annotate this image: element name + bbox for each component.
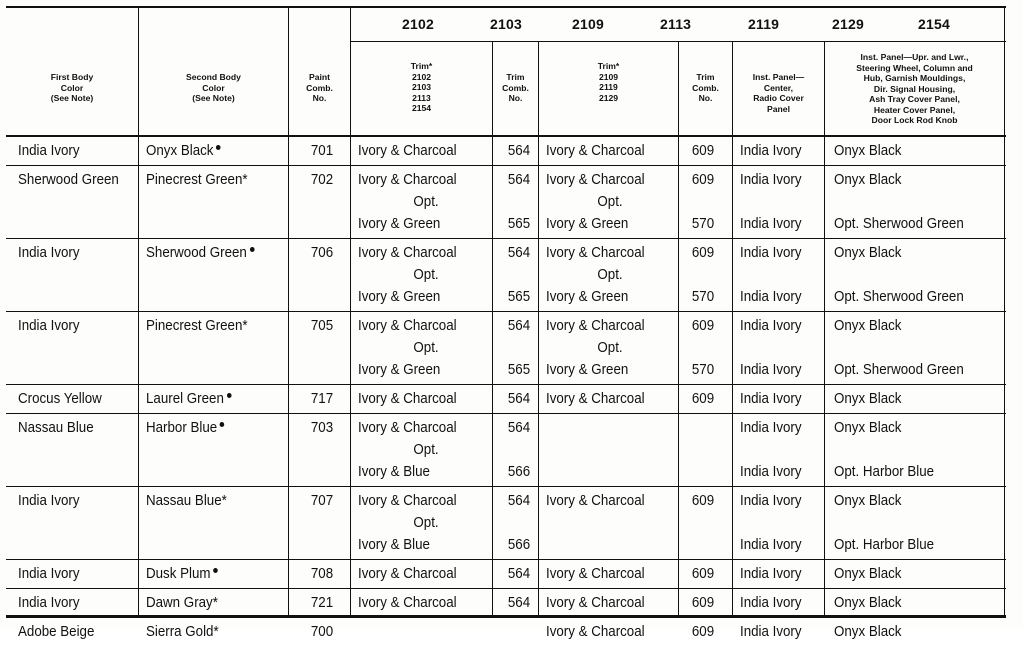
table-row [6, 239, 1006, 311]
trim-comb-b: 609 [691, 172, 715, 188]
trim-b: Ivory & Charcoal [546, 595, 645, 611]
inst-panel-upper: Onyx Black [834, 624, 902, 640]
header-trim-b: Trim* 2109 2119 2129 [597, 61, 620, 103]
first-body-color: India Ivory [18, 595, 80, 611]
header-inst-panel-center: Inst. Panel— Center, Radio Cover Panel [752, 72, 805, 114]
trim-comb-b: 609 [691, 493, 715, 509]
paint-comb-no: 708 [310, 566, 334, 582]
trim-comb-a: 564 [507, 420, 531, 436]
inst-panel-upper: Opt. Harbor Blue [834, 464, 935, 480]
trim-a: Ivory & Charcoal [358, 318, 457, 334]
series-label: 2154 [918, 16, 950, 32]
first-body-color: Nassau Blue [18, 420, 94, 436]
table-row [6, 487, 1006, 559]
inst-panel-upper: Onyx Black [834, 391, 902, 407]
inst-panel-center: India Ivory [740, 420, 802, 436]
inst-panel-center: India Ivory [740, 566, 802, 582]
trim-comb-a: 565 [507, 216, 531, 232]
bullet-dot-icon [216, 145, 221, 150]
table-row [6, 385, 1006, 413]
second-body-color: Dawn Gray* [146, 595, 218, 611]
optional-note: Opt. [597, 340, 623, 356]
optional-note: Opt. [413, 194, 439, 210]
paint-comb-no: 705 [310, 318, 334, 334]
trim-comb-b: 609 [691, 245, 715, 261]
table-row [6, 312, 1006, 384]
series-label: 2113 [660, 16, 692, 32]
trim-b: Ivory & Green [546, 289, 629, 305]
trim-comb-a: 564 [507, 566, 531, 582]
header-paint-comb: Paint Comb. No. [306, 72, 333, 103]
trim-comb-b: 570 [691, 362, 715, 378]
trim-b: Ivory & Charcoal [546, 318, 645, 334]
first-body-color: India Ivory [18, 493, 80, 509]
inst-panel-center: India Ivory [740, 318, 802, 334]
trim-b: Ivory & Charcoal [546, 566, 645, 582]
inst-panel-center: India Ivory [740, 143, 802, 159]
first-body-color: Adobe Beige [18, 624, 95, 640]
inst-panel-upper: Opt. Sherwood Green [834, 289, 964, 305]
trim-b: Ivory & Charcoal [546, 172, 645, 188]
table-top-rule [6, 6, 1006, 8]
inst-panel-center: India Ivory [740, 172, 802, 188]
trim-comb-a: 564 [507, 245, 531, 261]
inst-panel-center: India Ivory [740, 216, 802, 232]
paint-comb-no: 717 [310, 391, 334, 407]
trim-a: Ivory & Blue [358, 464, 430, 480]
paint-comb-no: 700 [310, 624, 334, 640]
table-row [6, 137, 1006, 165]
series-label: 2103 [490, 16, 522, 32]
series-label: 2109 [572, 16, 604, 32]
trim-a: Ivory & Charcoal [358, 172, 457, 188]
table-row [6, 166, 1006, 238]
trim-comb-a: 566 [507, 464, 531, 480]
trim-b: Ivory & Green [546, 216, 629, 232]
inst-panel-upper: Onyx Black [834, 566, 902, 582]
paint-trim-table [6, 6, 1006, 640]
trim-a: Ivory & Blue [358, 537, 430, 553]
optional-note: Opt. [413, 515, 439, 531]
header-inst-panel-upper: Inst. Panel—Upr. and Lwr., Steering Wheel, Column and Hub, Garnish Mouldings, Dir. Signal Housing, Ash Tray Cover Panel, Heater Cover Panel, Door Lock Rod Knob [856, 52, 973, 125]
bullet-dot-icon [213, 568, 218, 573]
trim-comb-a: 564 [507, 143, 531, 159]
optional-note: Opt. [413, 442, 439, 458]
inst-panel-upper: Opt. Harbor Blue [834, 537, 935, 553]
table-row [6, 414, 1006, 486]
trim-comb-b: 609 [691, 595, 715, 611]
paint-comb-no: 701 [310, 143, 334, 159]
inst-panel-center: India Ivory [740, 537, 802, 553]
trim-b: Ivory & Charcoal [546, 143, 645, 159]
first-body-color: India Ivory [18, 566, 80, 582]
trim-a: Ivory & Green [358, 289, 441, 305]
trim-comb-b: 609 [691, 143, 715, 159]
trim-comb-b: 609 [691, 318, 715, 334]
trim-comb-b: 570 [691, 216, 715, 232]
trim-b: Ivory & Charcoal [546, 245, 645, 261]
second-body-color: Sherwood Green [146, 242, 254, 264]
inst-panel-center: India Ivory [740, 289, 802, 305]
second-body-color: Onyx Black [146, 140, 221, 162]
inst-panel-center: India Ivory [740, 362, 802, 378]
optional-note: Opt. [413, 340, 439, 356]
trim-comb-a: 565 [507, 289, 531, 305]
paint-comb-no: 703 [310, 420, 334, 436]
trim-comb-a: 566 [507, 537, 531, 553]
optional-note: Opt. [597, 267, 623, 283]
series-label: 2129 [832, 16, 864, 32]
header-trim-a: Trim* 2102 2103 2113 2154 [410, 61, 433, 113]
bullet-dot-icon [250, 247, 255, 252]
bullet-dot-icon [227, 393, 232, 398]
inst-panel-center: India Ivory [740, 595, 802, 611]
trim-b: Ivory & Charcoal [546, 624, 645, 640]
second-body-color: Sierra Gold* [146, 624, 219, 640]
series-label: 2119 [748, 16, 780, 32]
optional-note: Opt. [413, 267, 439, 283]
table-row [6, 589, 1006, 617]
inst-panel-upper: Opt. Sherwood Green [834, 216, 964, 232]
inst-panel-upper: Onyx Black [834, 420, 902, 436]
second-body-color: Pinecrest Green* [146, 318, 248, 334]
trim-comb-a: 564 [507, 595, 531, 611]
inst-panel-upper: Onyx Black [834, 595, 902, 611]
first-body-color: India Ivory [18, 318, 80, 334]
paint-comb-no: 702 [310, 172, 334, 188]
second-body-color: Pinecrest Green* [146, 172, 248, 188]
trim-comb-a: 565 [507, 362, 531, 378]
trim-b: Ivory & Charcoal [546, 391, 645, 407]
inst-panel-center: India Ivory [740, 624, 802, 640]
trim-comb-a: 564 [507, 493, 531, 509]
header-second-body-color: Second Body Color (See Note) [186, 72, 241, 103]
inst-panel-upper: Onyx Black [834, 493, 902, 509]
first-body-color: India Ivory [18, 245, 80, 261]
trim-a: Ivory & Charcoal [358, 143, 457, 159]
trim-comb-b: 609 [691, 624, 715, 640]
trim-comb-b: 570 [691, 289, 715, 305]
trim-a: Ivory & Charcoal [358, 566, 457, 582]
second-body-color: Dusk Plum [146, 563, 218, 585]
inst-panel-upper: Onyx Black [834, 143, 902, 159]
trim-comb-b: 609 [691, 566, 715, 582]
trim-comb-a: 564 [507, 318, 531, 334]
paint-comb-no: 707 [310, 493, 334, 509]
trim-a: Ivory & Charcoal [358, 493, 457, 509]
inst-panel-upper: Opt. Sherwood Green [834, 362, 964, 378]
table-row [6, 618, 1006, 646]
first-body-color: Sherwood Green [18, 172, 119, 188]
header-trim-comb-b: Trim Comb. No. [692, 72, 719, 103]
inst-panel-center: India Ivory [740, 245, 802, 261]
paint-comb-no: 706 [310, 245, 334, 261]
inst-panel-center: India Ivory [740, 391, 802, 407]
trim-comb-b: 609 [691, 391, 715, 407]
trim-comb-a: 564 [507, 172, 531, 188]
trim-a: Ivory & Charcoal [358, 595, 457, 611]
first-body-color: India Ivory [18, 143, 80, 159]
inst-panel-upper: Onyx Black [834, 318, 902, 334]
second-body-color: Harbor Blue [146, 417, 225, 439]
series-label: 2102 [402, 16, 434, 32]
trim-a: Ivory & Charcoal [358, 245, 457, 261]
header-first-body-color: First Body Color (See Note) [50, 72, 94, 103]
trim-comb-a: 564 [507, 391, 531, 407]
optional-note: Opt. [597, 194, 623, 210]
bullet-dot-icon [220, 422, 225, 427]
first-body-color: Crocus Yellow [18, 391, 102, 407]
second-body-color: Nassau Blue* [146, 493, 227, 509]
inst-panel-center: India Ivory [740, 464, 802, 480]
second-body-color: Laurel Green [146, 388, 231, 410]
inst-panel-upper: Onyx Black [834, 172, 902, 188]
trim-b: Ivory & Green [546, 362, 629, 378]
header-trim-comb-a: Trim Comb. No. [502, 72, 529, 103]
trim-a: Ivory & Green [358, 362, 441, 378]
paint-comb-no: 721 [310, 595, 334, 611]
inst-panel-upper: Onyx Black [834, 245, 902, 261]
inst-panel-center: India Ivory [740, 493, 802, 509]
trim-a: Ivory & Charcoal [358, 420, 457, 436]
table-row [6, 560, 1006, 588]
trim-a: Ivory & Green [358, 216, 441, 232]
trim-b: Ivory & Charcoal [546, 493, 645, 509]
trim-a: Ivory & Charcoal [358, 391, 457, 407]
